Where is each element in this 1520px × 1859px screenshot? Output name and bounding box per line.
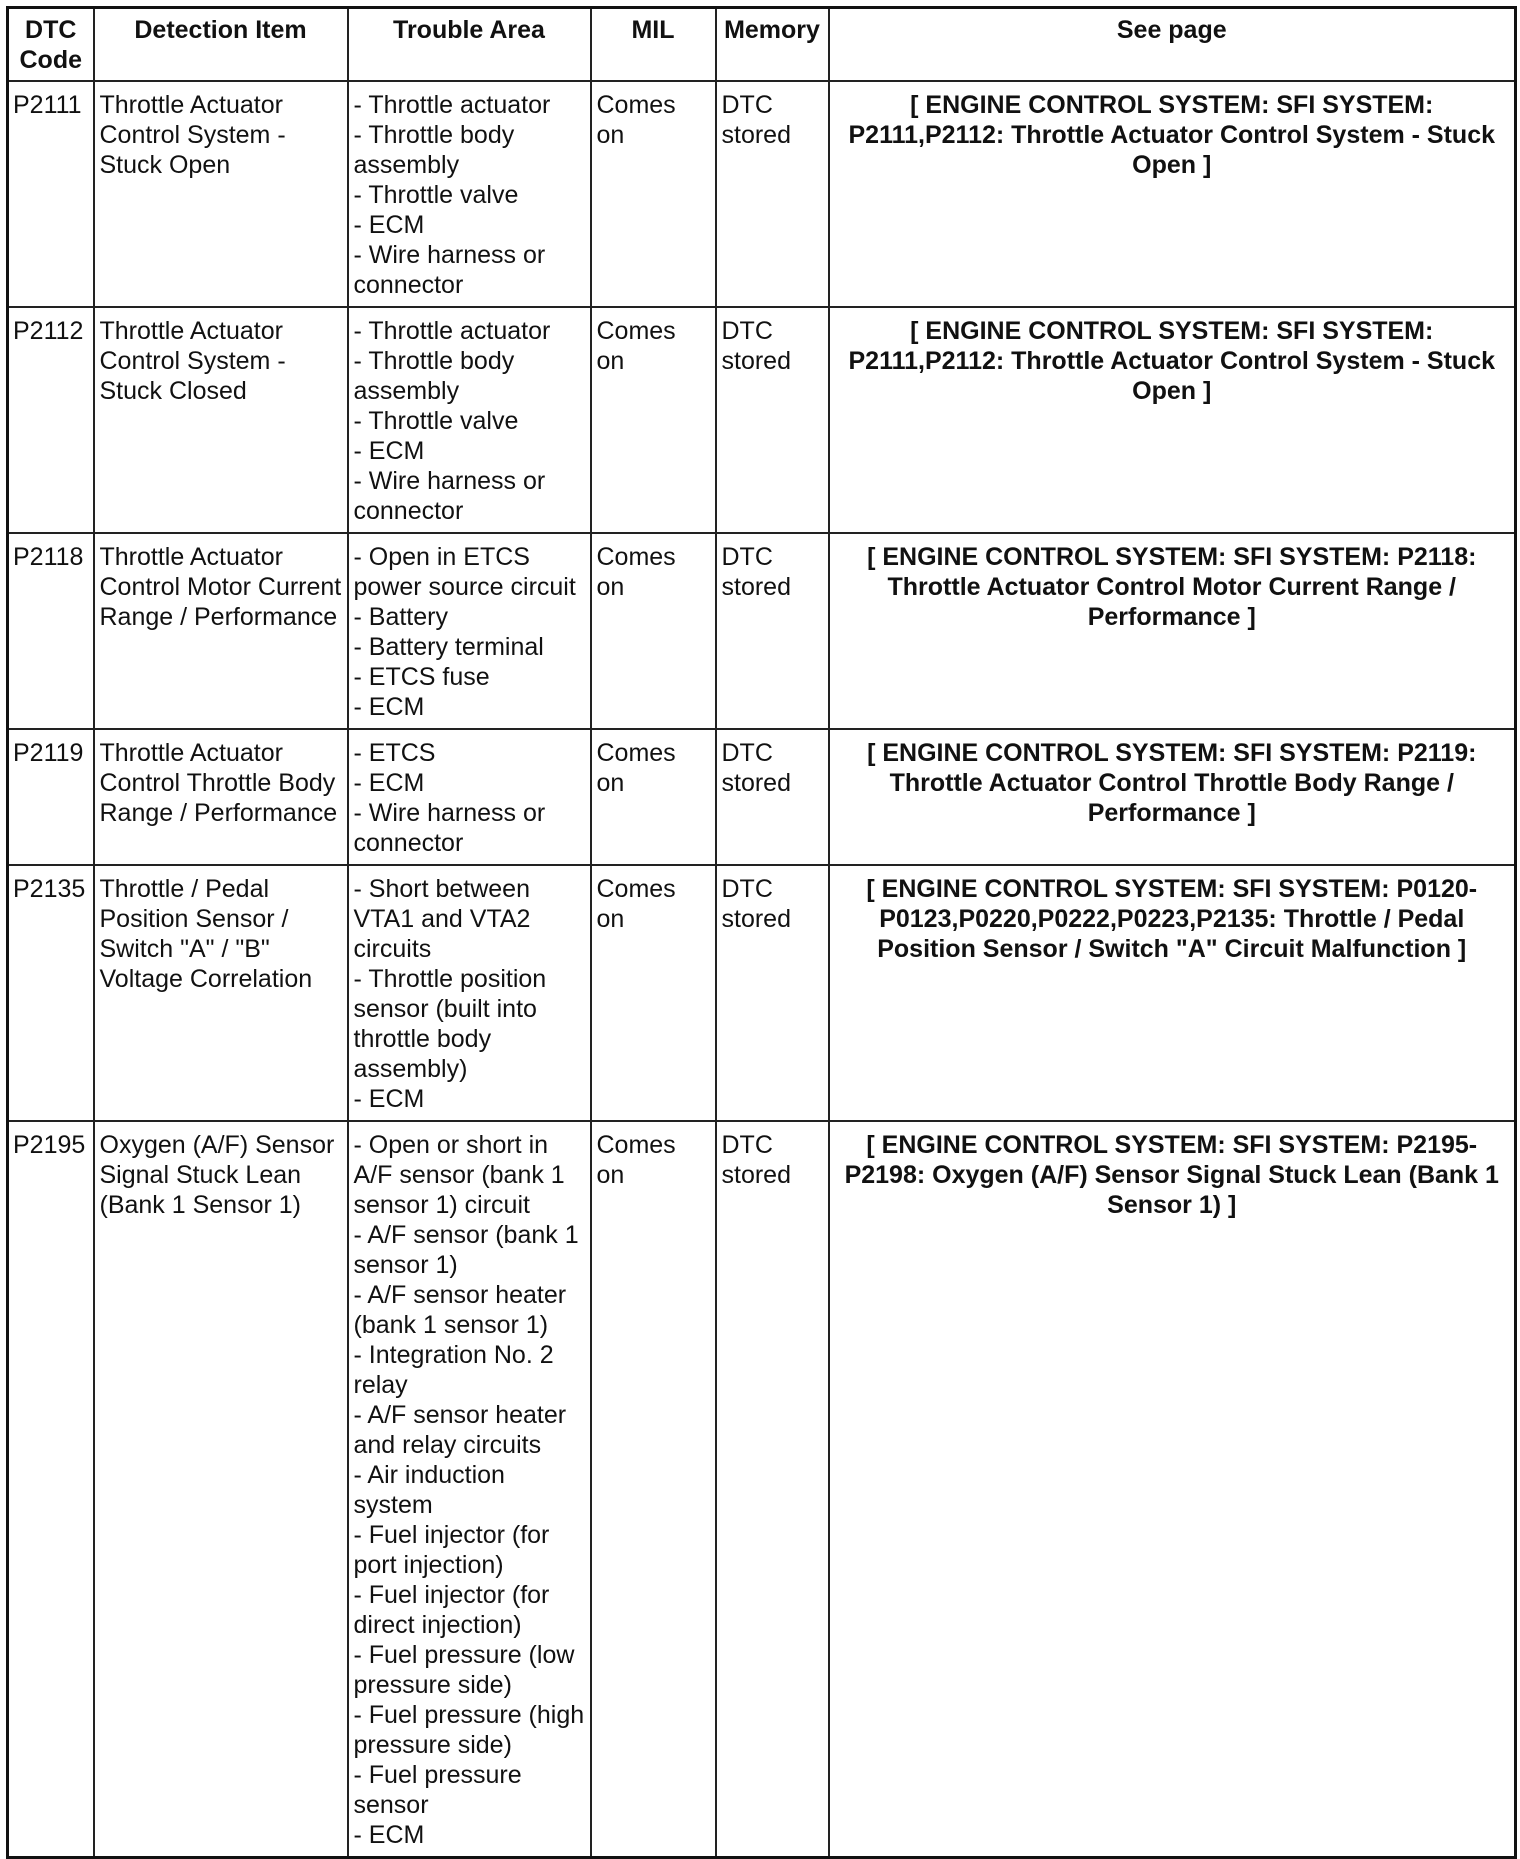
trouble-area-cell <box>348 865 591 1121</box>
header-memory: Memory <box>716 8 829 82</box>
dtc-code-cell: P2135 <box>8 865 94 1121</box>
detection-item-cell: Throttle Actuator Control System - Stuck Open <box>94 81 348 307</box>
trouble-area-item: - Battery terminal <box>353 633 544 661</box>
trouble-area-item: - ECM <box>353 1085 425 1113</box>
trouble-area-item: - Fuel injector (for port injection) <box>353 1521 550 1579</box>
dtc-code-cell: P2111 <box>8 81 94 307</box>
trouble-area-item: - A/F sensor (bank 1 sensor 1) <box>353 1221 579 1279</box>
trouble-area-item: - Integration No. 2 relay <box>353 1341 554 1399</box>
table-row <box>8 865 1516 1121</box>
trouble-area-cell <box>348 307 591 533</box>
header-detection-item: Detection Item <box>94 8 348 82</box>
see-page-cell: [ ENGINE CONTROL SYSTEM: SFI SYSTEM: P0120-P0123,P0220,P0222,P0223,P2135: Throttle / Pedal Position Sensor / Switch "A" Circuit Malfunction ] <box>829 865 1516 1121</box>
trouble-area-item: - Open or short in A/F sensor (bank 1 sensor 1) circuit <box>353 1131 565 1219</box>
see-page-cell: [ ENGINE CONTROL SYSTEM: SFI SYSTEM: P2195-P2198: Oxygen (A/F) Sensor Signal Stuck Lean (Bank 1 Sensor 1) ] <box>829 1121 1516 1858</box>
header-mil: MIL <box>591 8 716 82</box>
trouble-area-item: - Throttle body assembly <box>353 347 515 405</box>
trouble-area-item: - A/F sensor heater and relay circuits <box>353 1401 567 1459</box>
trouble-area-item: - Throttle position sensor (built into throttle body assembly) <box>353 965 547 1083</box>
memory-cell: DTC stored <box>716 533 829 729</box>
trouble-area-item: - ECM <box>353 1821 425 1849</box>
header-dtc-code: DTC Code <box>8 8 94 82</box>
trouble-area-item: - Fuel pressure sensor <box>353 1761 522 1819</box>
dtc-table <box>6 6 1517 1859</box>
detection-item-cell: Throttle Actuator Control Throttle Body Range / Performance <box>94 729 348 865</box>
table-row <box>8 729 1516 865</box>
table-body <box>8 81 1516 1858</box>
trouble-area-item: - ETCS fuse <box>353 663 490 691</box>
dtc-code-cell: P2112 <box>8 307 94 533</box>
trouble-area-item: - Throttle actuator <box>353 91 551 119</box>
header-see-page: See page <box>829 8 1516 82</box>
trouble-area-item: - Throttle actuator <box>353 317 551 345</box>
dtc-code-cell: P2118 <box>8 533 94 729</box>
trouble-area-item: - Throttle body assembly <box>353 121 515 179</box>
table-row <box>8 1121 1516 1858</box>
see-page-cell: [ ENGINE CONTROL SYSTEM: SFI SYSTEM: P2111,P2112: Throttle Actuator Control System - Stuck Open ] <box>829 81 1516 307</box>
memory-cell: DTC stored <box>716 1121 829 1858</box>
memory-cell: DTC stored <box>716 865 829 1121</box>
table-row <box>8 533 1516 729</box>
trouble-area-item: - Open in ETCS power source circuit <box>353 543 576 601</box>
trouble-area-item: - Fuel pressure (high pressure side) <box>353 1701 585 1759</box>
detection-item-cell: Throttle Actuator Control System - Stuck Closed <box>94 307 348 533</box>
trouble-area-item: - Fuel injector (for direct injection) <box>353 1581 550 1639</box>
trouble-area-item: - Battery <box>353 603 448 631</box>
mil-cell: Comes on <box>591 865 716 1121</box>
trouble-area-item: - ECM <box>353 769 425 797</box>
trouble-area-item: - A/F sensor heater (bank 1 sensor 1) <box>353 1281 567 1339</box>
table-row <box>8 307 1516 533</box>
trouble-area-item: - Wire harness or connector <box>353 467 546 525</box>
header-row <box>8 8 1516 82</box>
dtc-code-cell: P2195 <box>8 1121 94 1858</box>
trouble-area-item: - Throttle valve <box>353 407 519 435</box>
mil-cell: Comes on <box>591 533 716 729</box>
trouble-area-item: - ECM <box>353 211 425 239</box>
detection-item-cell: Oxygen (A/F) Sensor Signal Stuck Lean (Bank 1 Sensor 1) <box>94 1121 348 1858</box>
trouble-area-cell <box>348 729 591 865</box>
header-trouble-area: Trouble Area <box>348 8 591 82</box>
trouble-area-item: - ECM <box>353 693 425 721</box>
trouble-area-item: - Wire harness or connector <box>353 799 546 857</box>
see-page-cell: [ ENGINE CONTROL SYSTEM: SFI SYSTEM: P2111,P2112: Throttle Actuator Control System - Stuck Open ] <box>829 307 1516 533</box>
see-page-cell: [ ENGINE CONTROL SYSTEM: SFI SYSTEM: P2118: Throttle Actuator Control Motor Current Range / Performance ] <box>829 533 1516 729</box>
trouble-area-item: - ETCS <box>353 739 436 767</box>
trouble-area-item: - Wire harness or connector <box>353 241 546 299</box>
trouble-area-item: - Short between VTA1 and VTA2 circuits <box>353 875 531 963</box>
trouble-area-item: - ECM <box>353 437 425 465</box>
dtc-code-cell: P2119 <box>8 729 94 865</box>
trouble-area-cell <box>348 533 591 729</box>
mil-cell: Comes on <box>591 729 716 865</box>
trouble-area-item: - Throttle valve <box>353 181 519 209</box>
table-row <box>8 81 1516 307</box>
memory-cell: DTC stored <box>716 729 829 865</box>
mil-cell: Comes on <box>591 1121 716 1858</box>
trouble-area-item: - Fuel pressure (low pressure side) <box>353 1641 575 1699</box>
mil-cell: Comes on <box>591 81 716 307</box>
detection-item-cell: Throttle / Pedal Position Sensor / Switch "A" / "B" Voltage Correlation <box>94 865 348 1121</box>
memory-cell: DTC stored <box>716 81 829 307</box>
trouble-area-cell <box>348 81 591 307</box>
trouble-area-item: - Air induction system <box>353 1461 505 1519</box>
mil-cell: Comes on <box>591 307 716 533</box>
see-page-cell: [ ENGINE CONTROL SYSTEM: SFI SYSTEM: P2119: Throttle Actuator Control Throttle Body Range / Performance ] <box>829 729 1516 865</box>
detection-item-cell: Throttle Actuator Control Motor Current Range / Performance <box>94 533 348 729</box>
trouble-area-cell <box>348 1121 591 1858</box>
memory-cell: DTC stored <box>716 307 829 533</box>
